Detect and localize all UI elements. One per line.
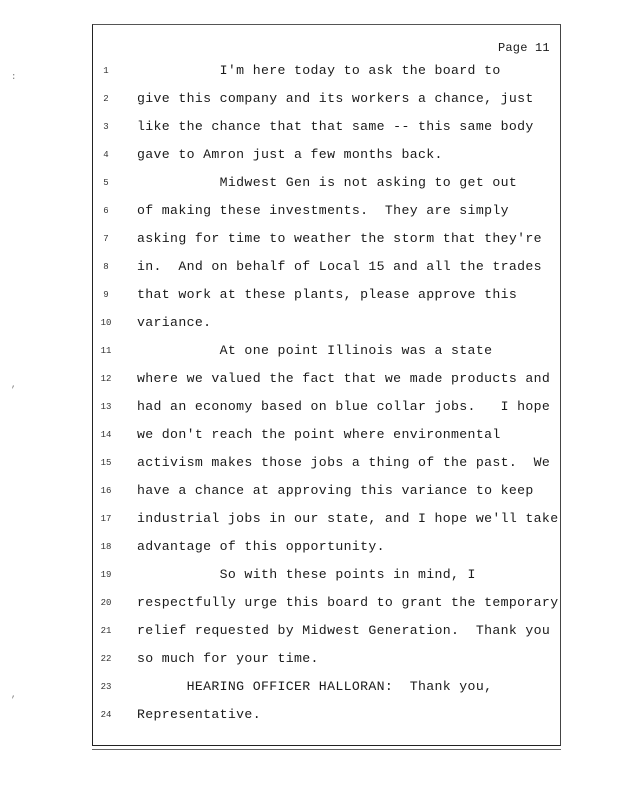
transcript-line <box>0 651 618 669</box>
transcript-line <box>0 175 618 193</box>
transcript-line <box>0 63 618 81</box>
line-number: 17 <box>100 514 112 524</box>
line-text: So with these points in mind, I <box>137 567 476 582</box>
line-text: I'm here today to ask the board to <box>137 63 501 78</box>
transcript-line <box>0 371 618 389</box>
line-number: 2 <box>103 94 109 104</box>
line-text: industrial jobs in our state, and I hope we'll take <box>137 511 559 526</box>
transcript-line <box>0 203 618 221</box>
transcript-line <box>0 343 618 361</box>
line-number: 14 <box>100 430 112 440</box>
line-text: asking for time to weather the storm that they're <box>137 231 542 246</box>
margin-mark: : <box>11 72 17 82</box>
line-number: 10 <box>100 318 112 328</box>
line-number: 15 <box>100 458 112 468</box>
transcript-line <box>0 147 618 165</box>
transcript-line <box>0 707 618 725</box>
page-number: Page 11 <box>498 41 550 55</box>
line-text: Midwest Gen is not asking to get out <box>137 175 518 190</box>
transcript-line <box>0 483 618 501</box>
line-number: 19 <box>100 570 112 580</box>
line-text: HEARING OFFICER HALLORAN: Thank you, <box>137 679 493 694</box>
transcript-line <box>0 539 618 557</box>
transcript-line <box>0 119 618 137</box>
margin-mark: , <box>11 690 17 700</box>
line-text: Representative. <box>137 707 261 722</box>
line-text: activism makes those jobs a thing of the past. We <box>137 455 551 470</box>
transcript-line <box>0 259 618 277</box>
line-number: 12 <box>100 374 112 384</box>
line-text: that work at these plants, please approve this <box>137 287 518 302</box>
line-number: 16 <box>100 486 112 496</box>
line-number: 7 <box>103 234 109 244</box>
line-text: had an economy based on blue collar jobs. I hope <box>137 399 551 414</box>
line-text: so much for your time. <box>137 651 319 666</box>
line-number: 21 <box>100 626 112 636</box>
line-number: 3 <box>103 122 109 132</box>
line-text: in. And on behalf of Local 15 and all the trades <box>137 259 542 274</box>
transcript-line <box>0 399 618 417</box>
transcript-line <box>0 91 618 109</box>
line-text: relief requested by Midwest Generation. Thank you <box>137 623 551 638</box>
line-number: 5 <box>103 178 109 188</box>
line-text: we don't reach the point where environmental <box>137 427 501 442</box>
line-number: 20 <box>100 598 112 608</box>
line-text: have a chance at approving this variance to keep <box>137 483 534 498</box>
line-number: 1 <box>103 66 109 76</box>
margin-mark: , <box>11 380 17 390</box>
transcript-line <box>0 567 618 585</box>
line-text: of making these investments. They are simply <box>137 203 509 218</box>
transcript-line <box>0 315 618 333</box>
line-number: 18 <box>100 542 112 552</box>
transcript-line <box>0 511 618 529</box>
line-number: 11 <box>100 346 112 356</box>
transcript-line <box>0 287 618 305</box>
transcript-line <box>0 679 618 697</box>
line-text: advantage of this opportunity. <box>137 539 385 554</box>
transcript-line <box>0 595 618 613</box>
line-number: 6 <box>103 206 109 216</box>
line-text: like the chance that that same -- this same body <box>137 119 534 134</box>
line-number: 9 <box>103 290 109 300</box>
line-text: give this company and its workers a chance, just <box>137 91 534 106</box>
line-text: At one point Illinois was a state <box>137 343 493 358</box>
line-text: where we valued the fact that we made products and <box>137 371 551 386</box>
line-number: 4 <box>103 150 109 160</box>
line-number: 22 <box>100 654 112 664</box>
bottom-rule <box>92 749 561 750</box>
line-number: 23 <box>100 682 112 692</box>
line-text: variance. <box>137 315 212 330</box>
transcript-line <box>0 623 618 641</box>
line-number: 13 <box>100 402 112 412</box>
transcript-line <box>0 455 618 473</box>
transcript-line <box>0 427 618 445</box>
transcript-line <box>0 231 618 249</box>
line-number: 24 <box>100 710 112 720</box>
line-number: 8 <box>103 262 109 272</box>
line-text: respectfully urge this board to grant the temporary <box>137 595 559 610</box>
line-text: gave to Amron just a few months back. <box>137 147 443 162</box>
